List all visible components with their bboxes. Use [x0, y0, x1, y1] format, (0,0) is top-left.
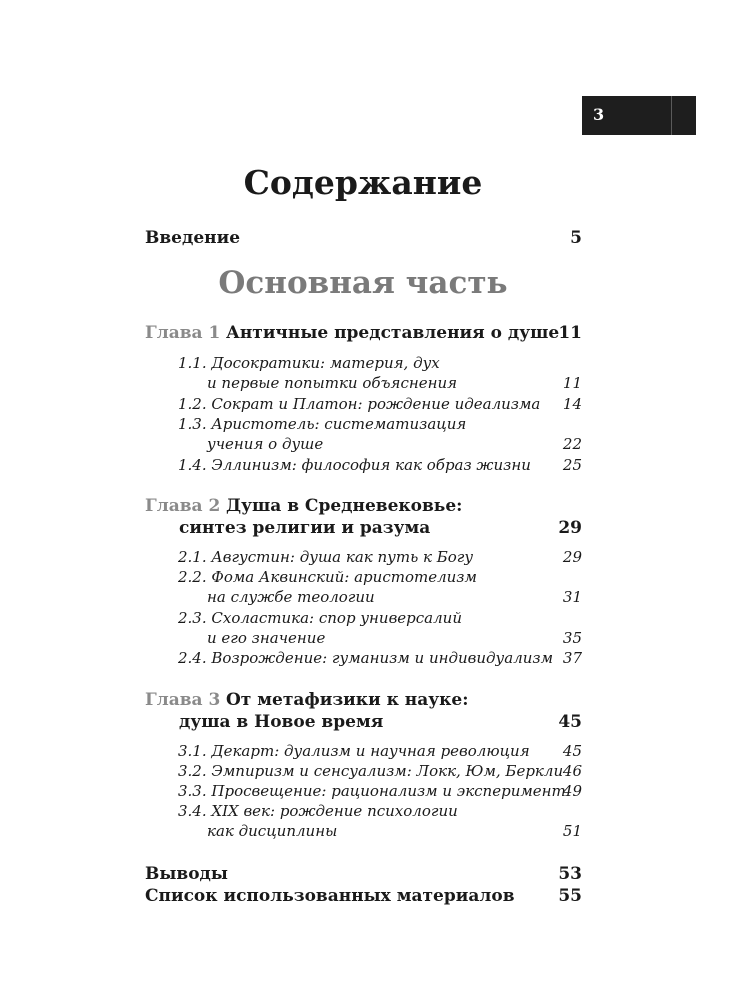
toc-section-2-4[interactable]: [178, 648, 582, 668]
page-title: Содержание: [243, 163, 483, 202]
section-title: 2.1. Августин: душа как путь к Богу: [178, 548, 474, 566]
tab-divider: [671, 96, 672, 135]
chapter-page: 11: [558, 323, 582, 343]
toc-entry-page: 53: [558, 864, 582, 884]
main-section-title: Основная часть: [218, 265, 508, 301]
chapter-label: Глава 2: [145, 496, 221, 516]
section-title-continued: и его значение: [207, 629, 326, 647]
toc-entry-conclusions[interactable]: [145, 864, 582, 884]
chapter-label: Глава 3: [145, 690, 221, 710]
chapter-label: Глава 1: [145, 323, 221, 343]
section-page: 11: [562, 374, 582, 392]
section-title: 1.1. Досократики: материя, дух: [178, 354, 440, 372]
section-page: 46: [562, 762, 582, 780]
page-number: 3: [593, 105, 605, 124]
toc-entry-label: Список использованных материалов: [145, 886, 515, 906]
section-title: 3.4. XIX век: рождение психологии: [178, 802, 458, 820]
toc-entry-references[interactable]: [145, 886, 582, 906]
section-page: 49: [562, 782, 582, 800]
page-number-tab: [582, 96, 696, 135]
toc-section-1-4[interactable]: [178, 455, 582, 475]
section-title: 2.3. Схоластика: спор универсалий: [178, 609, 462, 627]
chapter-page: 29: [558, 518, 582, 538]
toc-section-1-3[interactable]: [178, 414, 582, 454]
toc-chapter-1[interactable]: [145, 323, 582, 343]
section-title-continued: на службе теологии: [207, 588, 375, 606]
section-title-continued: и первые попытки объяснения: [207, 374, 458, 392]
toc-section-1-2[interactable]: [178, 394, 582, 414]
toc-section-3-2[interactable]: [178, 761, 582, 781]
toc-entry-label: Выводы: [145, 864, 228, 884]
toc-entry-label: Введение: [145, 228, 241, 248]
chapter-title-continued: синтез религии и разума: [179, 518, 431, 538]
section-page: 31: [562, 588, 582, 606]
section-page: 14: [562, 395, 582, 413]
toc-section-2-3[interactable]: [178, 608, 582, 648]
toc-section-3-3[interactable]: [178, 781, 582, 801]
section-page: 51: [562, 822, 582, 840]
section-title-continued: как дисциплины: [207, 822, 338, 840]
toc-section-3-4[interactable]: [178, 801, 582, 841]
section-title: 3.2. Эмпиризм и сенсуализм: Локк, Юм, Беркли: [178, 762, 564, 780]
toc-section-1-1[interactable]: [178, 353, 582, 393]
toc-entry-page: 5: [570, 228, 582, 248]
toc-section-2-1[interactable]: [178, 547, 582, 567]
chapter-title-continued: душа в Новое время: [179, 712, 384, 732]
section-title: 1.3. Аристотель: систематизация: [178, 415, 467, 433]
section-title: 3.3. Просвещение: рационализм и эксперимент: [178, 782, 566, 800]
section-title: 3.1. Декарт: дуализм и научная революция: [178, 742, 530, 760]
chapter-title: От метафизики к науке:: [226, 690, 469, 710]
section-title: 2.2. Фома Аквинский: аристотелизм: [178, 568, 477, 586]
section-page: 29: [562, 548, 582, 566]
section-page: 37: [562, 649, 582, 667]
chapter-page: 45: [558, 712, 582, 732]
toc-chapter-2[interactable]: [145, 495, 582, 539]
toc-section-3-1[interactable]: [178, 741, 582, 761]
chapter-title: Античные представления о душе: [226, 323, 560, 343]
toc-entry-intro[interactable]: [145, 228, 582, 248]
chapter-title: Душа в Средневековье:: [226, 496, 463, 516]
section-page: 45: [562, 742, 582, 760]
section-page: 25: [562, 456, 582, 474]
section-title: 2.4. Возрождение: гуманизм и индивидуализм: [178, 649, 554, 667]
toc-section-2-2[interactable]: [178, 567, 582, 607]
section-title-continued: учения о душе: [207, 435, 324, 453]
toc-chapter-3[interactable]: [145, 689, 582, 733]
section-page: 22: [562, 435, 582, 453]
toc-entry-page: 55: [558, 886, 582, 906]
section-title: 1.2. Сократ и Платон: рождение идеализма: [178, 395, 541, 413]
section-title: 1.4. Эллинизм: философия как образ жизни: [178, 456, 531, 474]
section-page: 35: [562, 629, 582, 647]
